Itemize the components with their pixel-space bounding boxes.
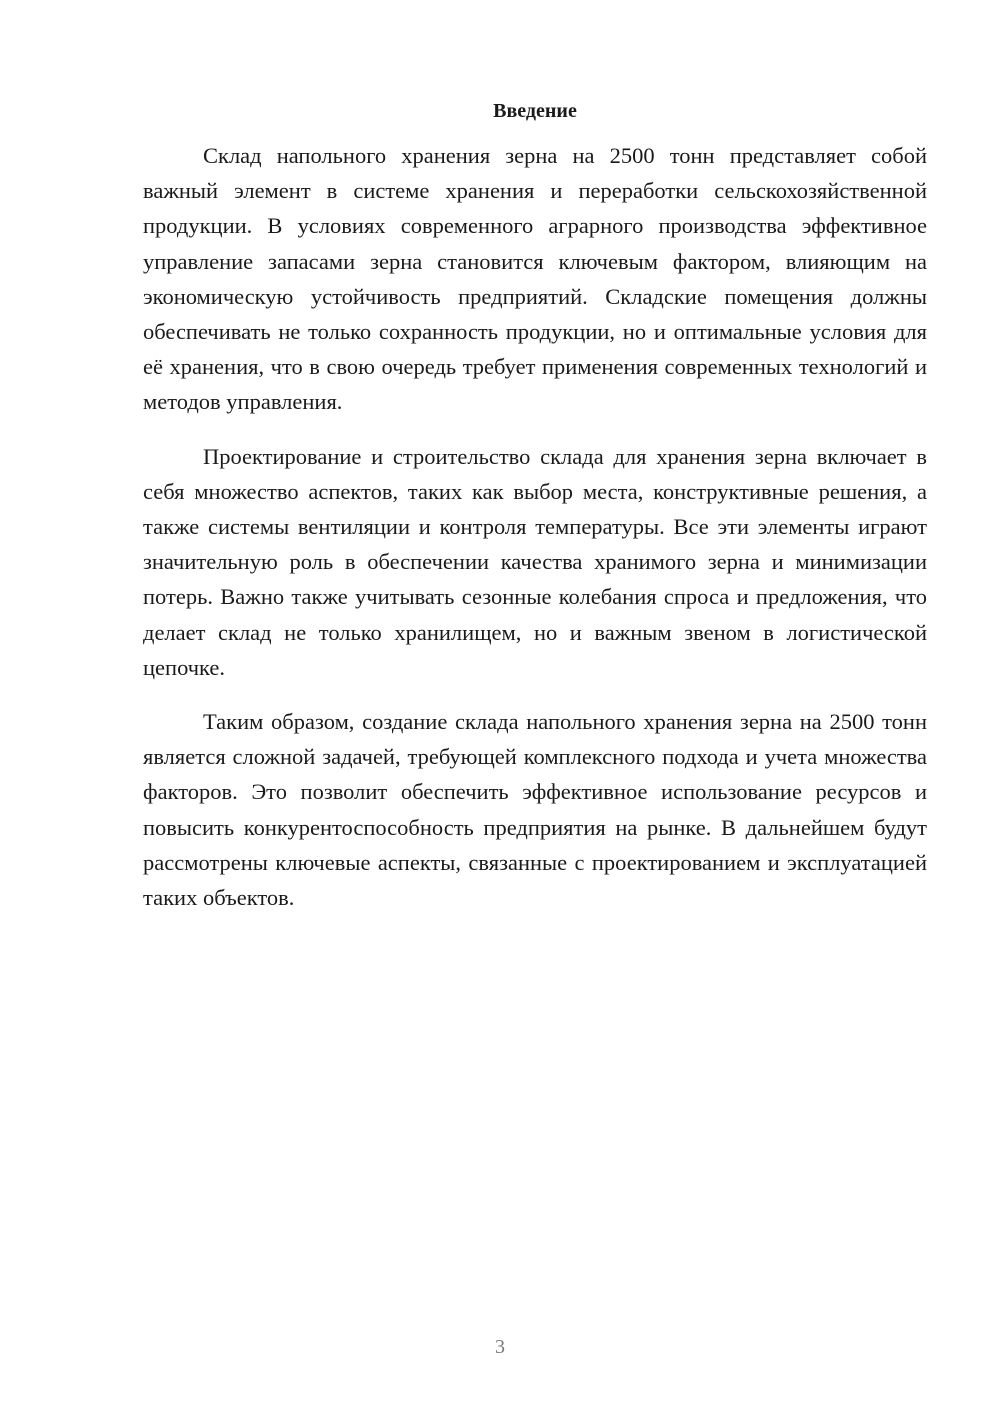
paragraph-3: Таким образом, создание склада напольного хранения зерна на 2500 тонн является сложной задачей, требующей комплексного подхода и учета множества факторов. Это позволит обеспечить эффективное использование ресурсов и повысить конкурентоспособность предприятия на рынке. В дальнейшем будут рассмотрены ключевые аспекты, связанные с проектированием и эксплуатацией таких объектов.	[143, 709, 927, 911]
paragraph-2: Проектирование и строительство склада для хранения зерна включает в себя множество аспектов, таких как выбор места, конструктивные решения, а также системы вентиляции и контроля температуры. Все эти элементы играют значительную роль в обеспечении качества хранимого зерна и минимизации потерь. Важно также учитывать сезонные колебания спроса и предложения, что делает склад не только хранилищем, но и важным звеном в логистической цепочке.	[143, 443, 927, 680]
page-content	[143, 96, 927, 934]
paragraph-1: Склад напольного хранения зерна на 2500 тонн представляет собой важный элемент в системе хранения и переработки сельскохозяйственной продукции. В условиях современного аграрного производства эффективное управление запасами зерна становится ключевым фактором, влияющим на экономическую устойчивость предприятий. Складские помещения должны обеспечивать не только сохранность продукции, но и оптимальные условия для её хранения, что в свою очередь требует применения современных технологий и методов управления.	[143, 143, 927, 415]
page-number: 3	[495, 1336, 505, 1358]
section-heading: Введение	[493, 100, 577, 122]
